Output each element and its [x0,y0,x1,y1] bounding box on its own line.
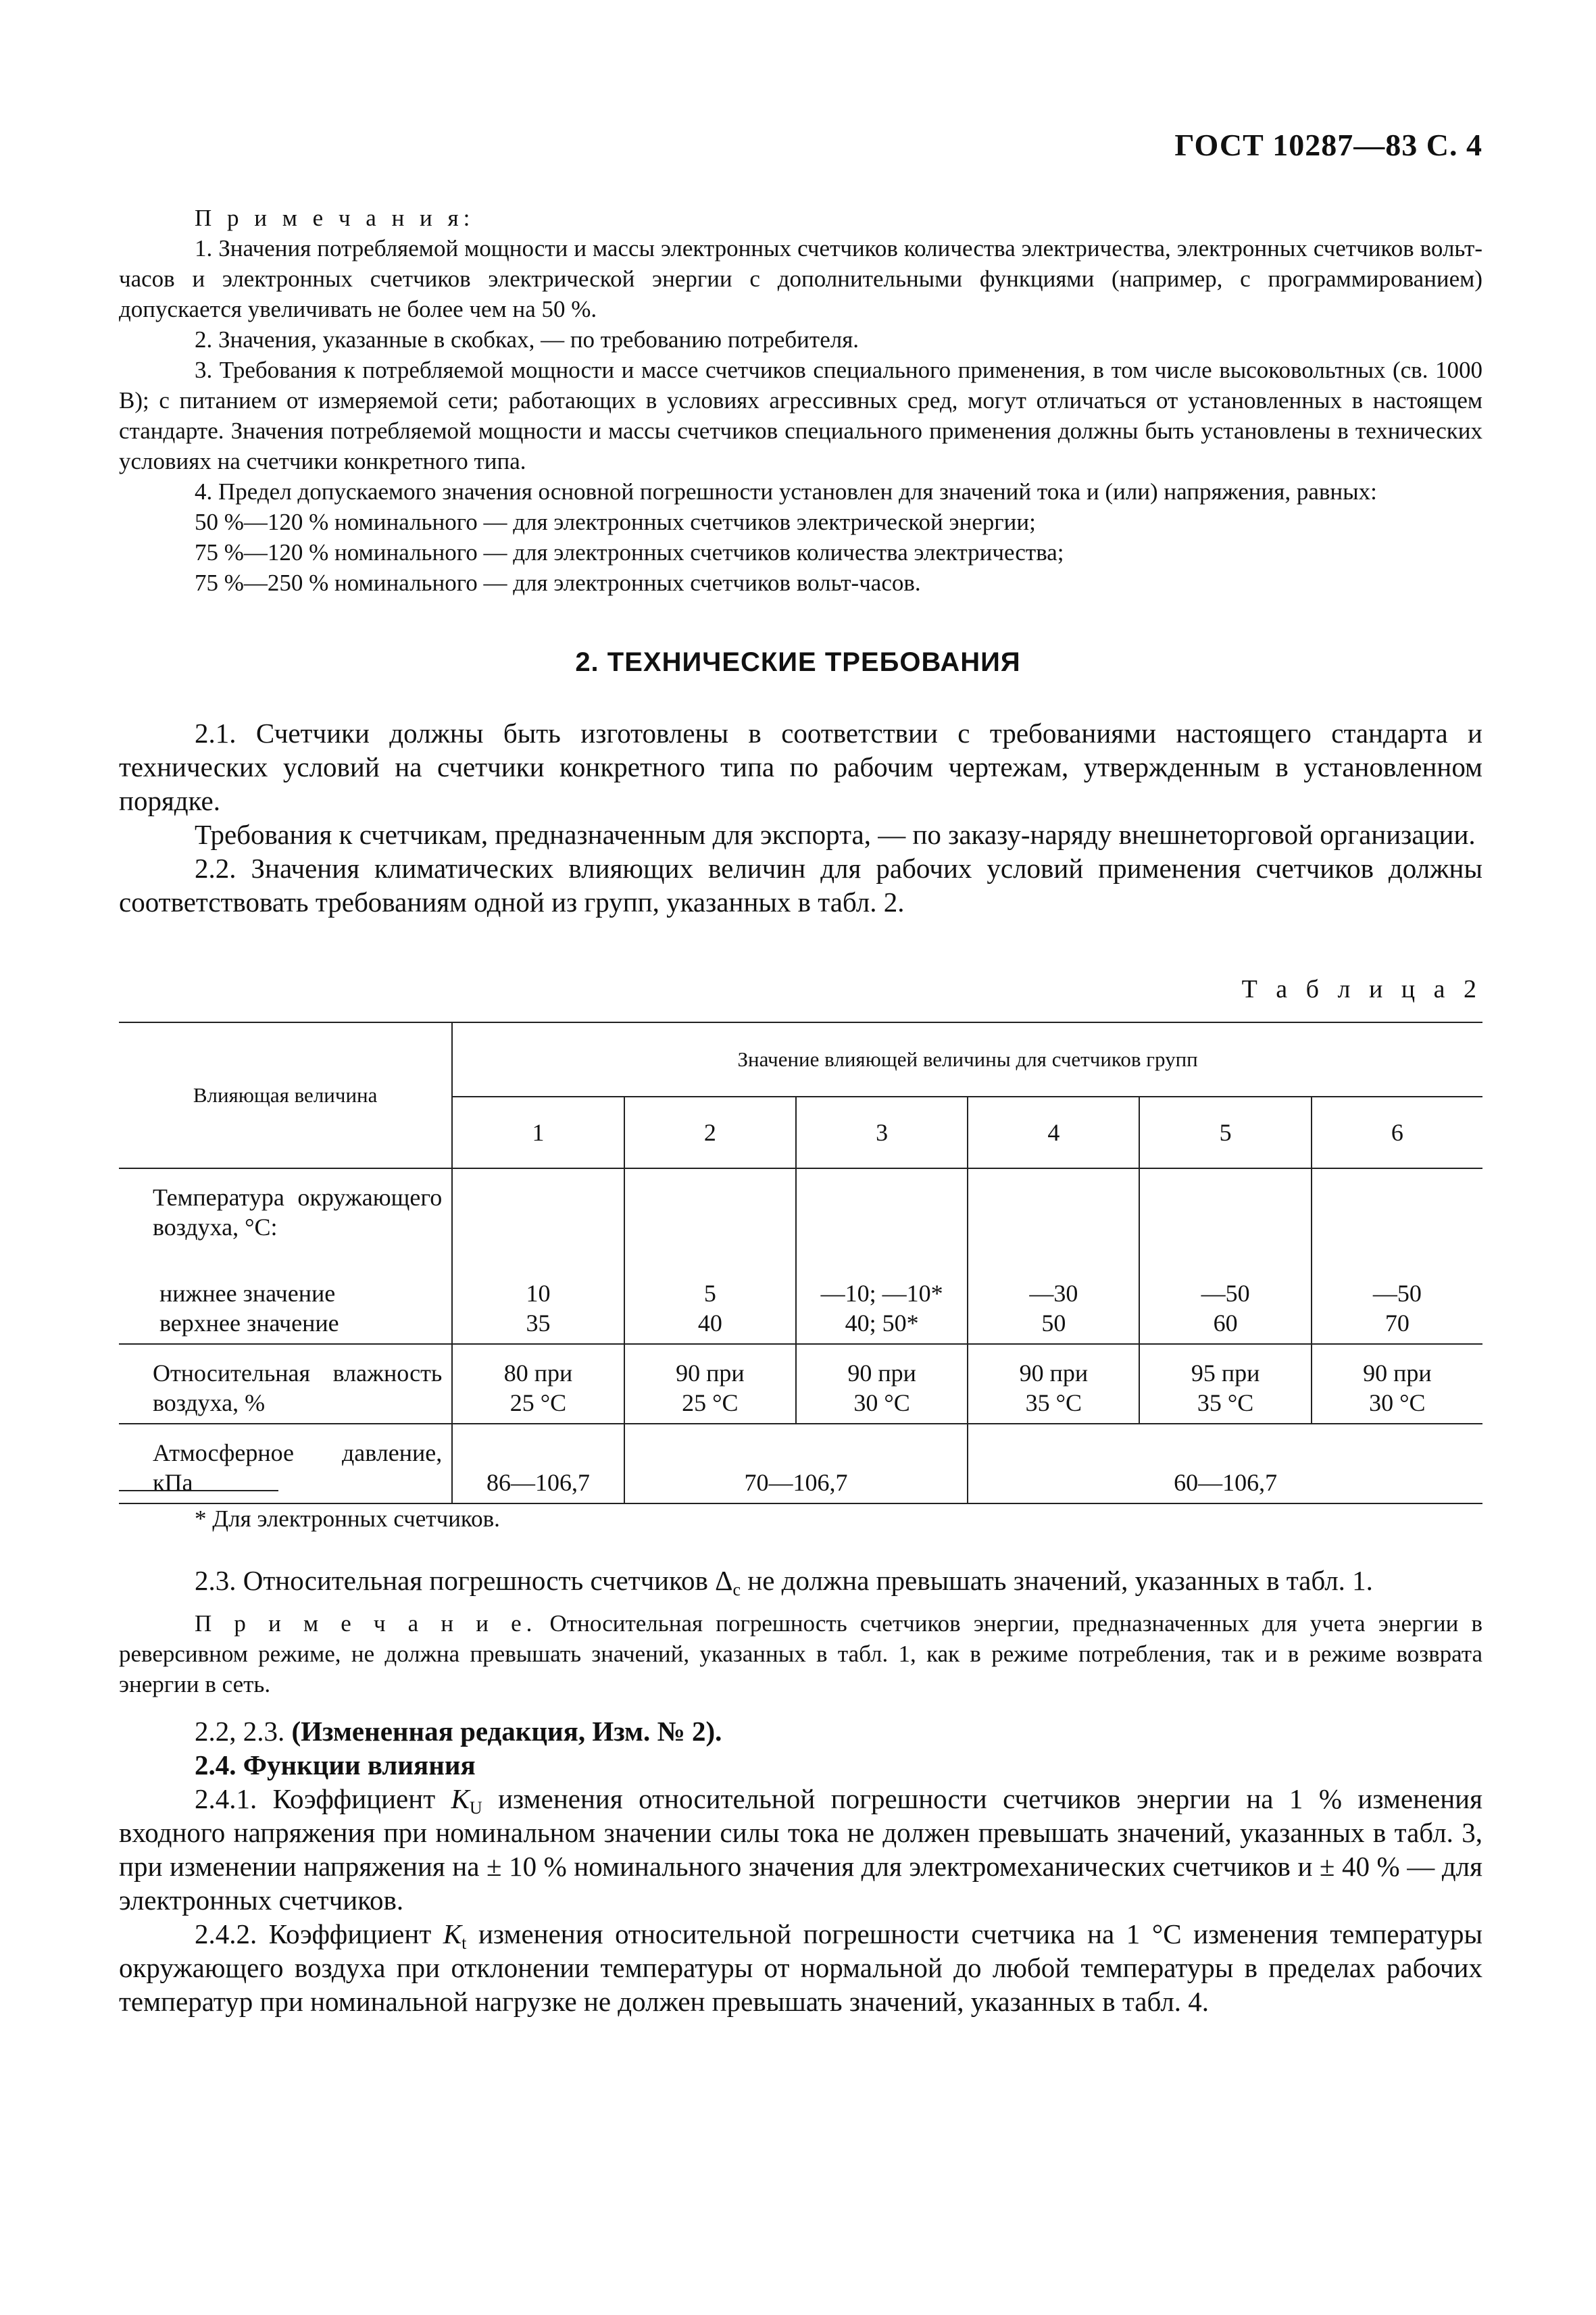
paragraph-2-1-export: Требования к счетчикам, предназначенным для экспорта, — по заказу-наряду внешнеторговой организации. [195,819,1476,850]
table-cell: —50 60 [1139,1168,1311,1344]
note-4-line: 50 %—120 % номинального — для электронных счетчиков электрической энергии; [195,509,1036,535]
paragraph-2-1: 2.1. Счетчики должны быть изготовлены в соответствии с требованиями настоящего стандарта и технических условий на счетчики конкретного типа по рабочим чертежам, утвержденным в установленном порядке. [119,718,1482,816]
running-head: ГОСТ 10287—83 С. 4 [1174,128,1482,162]
table-cell: 90 при 30 °С [796,1344,968,1424]
table-cell: —30 50 [968,1168,1139,1344]
paragraph-2-2: 2.2. Значения климатических влияющих величин для рабочих условий применения счетчиков должны соответствовать требованиям одной из групп, указанных в табл. 2. [119,853,1482,918]
note-4-line: 75 %—250 % номинального — для электронных счетчиков вольт-часов. [195,570,921,596]
group-number: 3 [796,1097,968,1168]
paragraph-amendment: 2.2, 2.3. (Измененная редакция, Изм. № 2). [195,1716,722,1747]
section-heading: 2. ТЕХНИЧЕСКИЕ ТРЕБОВАНИЯ [575,647,1021,677]
table-cell: 90 при 30 °С [1312,1344,1482,1424]
table-cell: 86—106,7 [452,1424,624,1503]
paragraph-2-3: 2.3. Относительная погрешность счетчиков $\Delta_c$ не должна превышать значений, указанных в табл. 1. [195,1565,1373,1599]
table-caption: Т а б л и ц а 2 [1241,975,1482,1003]
table-cell: 70—106,7 [624,1424,968,1503]
row-label-humidity: Относительная влажность воздуха, % [119,1344,452,1424]
section-2-body [119,716,1482,919]
temperature-low-label: нижнее значение [159,1280,336,1307]
group-number: 2 [624,1097,796,1168]
table-cell: 90 при 25 °С [624,1344,796,1424]
table-header-influence: Влияющая величина [119,1022,452,1168]
table-cell: —50 70 [1312,1168,1482,1344]
paragraph-2-4-1: 2.4.1. Коэффициент $K_U$ изменения относительной погрешности счетчиков энергии на 1 % изменения входного напряжения при номинальном значении силы тока не должен превышать значений, указанных в табл. 3, при изменении напряжения на ± 10 % номинального значения для электромеханических счетчиков и ± 40 % — для электронных счетчиков. [119,1783,1482,1916]
group-number: 6 [1312,1097,1482,1168]
temperature-high-label: верхнее значение [159,1310,339,1337]
group-number: 4 [968,1097,1139,1168]
table-cell: 5 40 [624,1168,796,1344]
table-cell: 90 при 35 °С [968,1344,1139,1424]
table-row [119,1424,1482,1503]
group-number: 1 [452,1097,624,1168]
table-cell: 60—106,7 [968,1424,1482,1503]
notes-block [119,203,1482,598]
table-cell: —10; —10* 40; 50* [796,1168,968,1344]
table-2 [119,1022,1482,1504]
paragraph-2-4-title: 2.4. Функции влияния [195,1749,476,1781]
table-row [119,1168,1482,1344]
footnote: * Для электронных счетчиков. [195,1505,500,1532]
temperature-label: Температура окружающего воздуха, °С: [153,1184,443,1241]
note-2-3: П р и м е ч а н и е. Относительная погрешность счетчиков энергии, предназначенных для учета энергии в реверсивном режиме, не должна превышать значений, указанных в табл. 1, как в режиме потребления, так и в режиме возврата энергии в сеть. [119,1610,1483,1697]
paragraph-2-4-2: 2.4.2. Коэффициент $K_t$ изменения относительной погрешности счетчика на 1 °С изменения температуры окружающего воздуха при отклонении температуры от нормальной до любой температуры в пределах рабочих температур при номинальной нагрузке не должен превышать значений, указанных в табл. 4. [119,1918,1483,2017]
footnote-divider [119,1490,278,1491]
row-label-temperature [119,1168,452,1344]
table-cell: 80 при 25 °С [452,1344,624,1424]
note-4: 4. Предел допускаемого значения основной погрешности установлен для значений тока и (или) напряжения, равных: [195,478,1377,505]
table-header-groups: Значение влияющей величины для счетчиков групп [452,1022,1482,1097]
table-cell: 10 35 [452,1168,624,1344]
table-cell: 95 при 35 °С [1139,1344,1311,1424]
row-label-pressure: Атмосферное давление, кПа [119,1424,452,1503]
note-3: 3. Требования к потребляемой мощности и массе счетчиков специального применения, в том числе высоковольтных (св. 1000 В); с питанием от измеряемой сети; работающих в условиях агрессивных сред, могут отличаться от установленных в настоящем стандарте. Значения потребляемой мощности и массы счетчиков специального применения должны быть установлены в технических условиях на счетчики конкретного типа. [119,357,1482,474]
note-1: 1. Значения потребляемой мощности и массы электронных счетчиков количества электричества, электронных счетчиков вольт-часов и электронных счетчиков электрической энергии с дополнительными функциями (например, с программированием) допускается увеличивать не более чем на 50 %. [119,235,1482,322]
note-4-line: 75 %—120 % номинального — для электронных счетчиков количества электричества; [195,539,1064,566]
group-number: 5 [1139,1097,1311,1168]
note-2: 2. Значения, указанные в скобках, — по требованию потребителя. [195,326,859,353]
section-2-continued [119,1564,1482,2018]
table-row [119,1344,1482,1424]
notes-title: П р и м е ч а н и я: [195,205,475,231]
